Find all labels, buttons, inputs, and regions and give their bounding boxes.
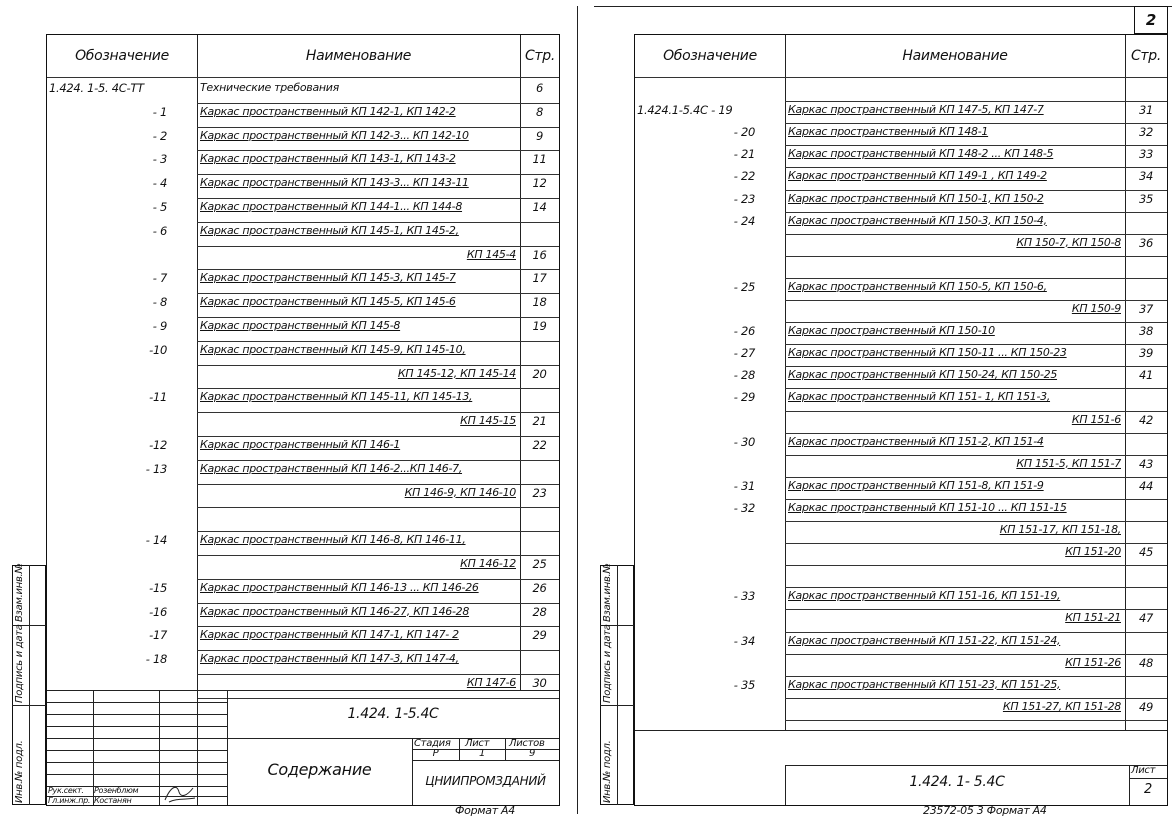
row-designation: - 22 <box>733 169 755 184</box>
right-doc-code: 1.424. 1- 5.4С <box>909 774 1005 790</box>
table-row <box>47 341 559 365</box>
table-row <box>47 222 559 246</box>
table-row <box>635 256 1167 278</box>
row-designation: - 7 <box>152 271 167 286</box>
table-row <box>635 300 1167 322</box>
table-row <box>47 603 559 627</box>
left-table-frame <box>46 34 560 806</box>
left-person1: Розенблюм <box>94 786 139 795</box>
right-footer: 23572-05 3 Формат А4 <box>923 804 1047 817</box>
right-sheet <box>578 0 1172 817</box>
right-header-oboz: Обозначение <box>663 48 757 64</box>
left-stage-value: Р <box>432 748 439 759</box>
table-row <box>635 123 1167 145</box>
table-row <box>635 388 1167 410</box>
table-row <box>635 79 1167 101</box>
row-name: КП 145-12, КП 145-14 <box>397 366 516 380</box>
row-name: КП 146-9, КП 146-10 <box>404 485 516 499</box>
row-name: Каркас пространственный КП 148-2 ... КП 148-5 <box>788 147 1054 161</box>
row-name: КП 145-4 <box>466 247 516 261</box>
row-page: 26 <box>532 580 547 595</box>
row-designation: -15 <box>149 580 167 595</box>
table-row <box>635 433 1167 455</box>
row-name: Каркас пространственный КП 147-1, КП 147- 2 <box>200 628 459 642</box>
row-page: 16 <box>532 247 547 262</box>
row-name: Каркас пространственный КП 151-10 ... КП 151-15 <box>788 500 1067 514</box>
row-name: Каркас пространственный КП 145-1, КП 145-2, <box>200 223 459 237</box>
row-designation: - 4 <box>152 176 167 191</box>
row-page: 28 <box>532 604 547 619</box>
table-row <box>47 555 559 579</box>
row-name: Каркас пространственный КП 150-11 ... КП 150-23 <box>788 346 1067 360</box>
table-row <box>635 322 1167 344</box>
row-name: Каркас пространственный КП 151-23, КП 151-25, <box>788 677 1061 691</box>
row-page: 21 <box>532 414 547 429</box>
row-page: 43 <box>1138 456 1154 471</box>
row-page: 49 <box>1138 699 1154 714</box>
row-page: 36 <box>1138 235 1154 250</box>
row-name: Каркас пространственный КП 151-8, КП 151-9 <box>788 478 1044 492</box>
row-designation: - 3 <box>152 152 167 167</box>
row-name: Каркас пространственный КП 150-24, КП 150-25 <box>788 368 1058 382</box>
row-page: 23 <box>532 485 547 500</box>
right-side-label-vzam: Взам.инв.№ <box>602 563 613 622</box>
right-header-name: Наименование <box>902 48 1008 64</box>
table-row <box>47 650 559 674</box>
table-row <box>635 366 1167 388</box>
row-page: 12 <box>532 176 547 191</box>
table-row <box>47 269 559 293</box>
table-row <box>635 411 1167 433</box>
left-side-label-sign: Подпись и дата <box>14 624 25 703</box>
row-designation: - 18 <box>145 652 167 667</box>
row-designation: -16 <box>149 604 167 619</box>
table-row <box>635 101 1167 123</box>
row-designation: - 21 <box>733 147 755 162</box>
table-row <box>47 317 559 341</box>
table-row <box>635 676 1167 698</box>
right-title-block <box>635 730 1167 805</box>
table-row <box>635 654 1167 676</box>
row-page: 39 <box>1138 346 1154 361</box>
left-person2: Костанян <box>94 796 132 805</box>
row-name: Каркас пространственный КП 144-1... КП 144-8 <box>200 200 463 213</box>
table-row <box>635 477 1167 499</box>
row-designation: - 25 <box>733 279 755 294</box>
right-table-frame <box>634 34 1168 806</box>
row-name: КП 151-17, КП 151-18, <box>999 523 1121 536</box>
row-page: 30 <box>532 676 547 690</box>
table-row <box>635 278 1167 300</box>
row-designation: -10 <box>149 342 167 357</box>
row-page: 18 <box>532 295 547 310</box>
table-row <box>635 521 1167 543</box>
row-name: КП 150-7, КП 150-8 <box>1016 235 1121 249</box>
left-side-label-vzam: Взам.инв.№ <box>14 563 25 622</box>
left-doc-name: Содержание <box>267 760 372 779</box>
table-row <box>47 626 559 650</box>
table-row <box>47 103 559 127</box>
table-row <box>47 388 559 412</box>
row-name: КП 151-20 <box>1065 545 1121 559</box>
table-row <box>635 234 1167 256</box>
table-row <box>635 698 1167 720</box>
row-designation: - 35 <box>733 677 755 692</box>
row-designation: - 33 <box>733 589 755 604</box>
row-designation: - 24 <box>733 213 755 228</box>
right-side-label-inv: Инв.№ подл. <box>602 740 613 803</box>
table-row <box>635 609 1167 631</box>
row-name: Каркас пространственный КП 147-3, КП 147-4, <box>200 652 459 666</box>
row-name: Каркас пространственный КП 150-10 <box>788 324 995 338</box>
left-side-label-inv: Инв.№ подл. <box>14 740 25 803</box>
row-name: Каркас пространственный КП 143-1, КП 143-2 <box>200 152 456 166</box>
row-designation: - 30 <box>733 434 755 449</box>
row-name: Каркас пространственный КП 145-11, КП 145-13, <box>200 390 473 404</box>
row-page: 11 <box>532 152 547 167</box>
right-sheet-label: Лист <box>1131 765 1156 776</box>
left-doc-code: 1.424. 1-5.4С <box>347 706 439 722</box>
row-name: Каркас пространственный КП 151-2, КП 151-4 <box>788 434 1044 448</box>
row-page: 6 <box>535 81 544 95</box>
table-row <box>635 145 1167 167</box>
row-page: 35 <box>1138 191 1154 206</box>
row-name: КП 151-26 <box>1065 655 1121 669</box>
row-designation: - 9 <box>152 319 167 333</box>
row-name: Каркас пространственный КП 151- 1, КП 151-3, <box>788 390 1051 404</box>
row-designation: - 2 <box>152 128 167 143</box>
table-row <box>47 293 559 317</box>
left-title-block <box>47 690 559 805</box>
row-designation: - 34 <box>733 633 755 648</box>
row-page: 31 <box>1138 103 1154 118</box>
row-designation: - 27 <box>733 346 755 361</box>
left-sheet-value: 1 <box>478 748 486 759</box>
row-designation: - 29 <box>733 390 755 405</box>
row-page: 37 <box>1138 302 1154 316</box>
table-row <box>47 484 559 508</box>
row-name: КП 145-15 <box>460 414 516 428</box>
row-page: 8 <box>535 104 544 119</box>
left-header-name: Наименование <box>305 48 412 64</box>
row-designation: -11 <box>149 390 167 405</box>
row-page: 34 <box>1138 169 1154 184</box>
row-designation: - 1 <box>152 104 167 119</box>
row-designation: - 6 <box>152 223 167 238</box>
row-name: Каркас пространственный КП 142-3... КП 142-10 <box>200 128 469 142</box>
row-designation: - 32 <box>733 500 755 515</box>
row-page: 19 <box>532 319 547 333</box>
row-page: 42 <box>1138 412 1154 427</box>
row-name: КП 150-9 <box>1071 302 1121 315</box>
table-row <box>635 455 1167 477</box>
table-row <box>47 579 559 603</box>
row-page: 29 <box>532 628 547 643</box>
right-header-page: Стр. <box>1130 48 1162 64</box>
table-row <box>47 436 559 460</box>
table-row <box>635 565 1167 587</box>
left-sheet <box>0 0 578 817</box>
row-page: 25 <box>532 557 547 571</box>
table-row <box>47 507 559 531</box>
left-stage-label: Стадия <box>414 738 451 749</box>
row-name: КП 151-6 <box>1071 412 1121 426</box>
row-designation: - 26 <box>733 324 755 339</box>
table-row <box>635 499 1167 521</box>
row-designation: - 20 <box>733 125 755 140</box>
page-number-box: 2 <box>1134 6 1168 34</box>
row-name: Каркас пространственный КП 151-16, КП 151-19, <box>788 589 1061 603</box>
table-row <box>635 543 1167 565</box>
row-name: Каркас пространственный КП 145-8 <box>200 319 401 332</box>
table-row <box>47 246 559 270</box>
row-name: КП 151-27, КП 151-28 <box>1002 699 1121 713</box>
row-designation: - 5 <box>152 200 167 214</box>
row-name: Каркас пространственный КП 145-9, КП 145-10, <box>200 342 466 356</box>
row-name: Каркас пространственный КП 150-1, КП 150-2 <box>788 191 1044 205</box>
row-name: Каркас пространственный КП 150-3, КП 150-4, <box>788 213 1047 227</box>
left-role2: Гл.инж.пр. <box>48 796 91 805</box>
table-row <box>47 174 559 198</box>
table-row <box>635 212 1167 234</box>
row-designation: - 31 <box>733 478 755 493</box>
row-name: Каркас пространственный КП 146-2...КП 146-7, <box>200 461 463 475</box>
row-page: 9 <box>535 128 544 143</box>
row-page: 38 <box>1138 324 1154 339</box>
row-designation: - 14 <box>145 533 167 548</box>
right-sheet-value: 2 <box>1144 782 1152 797</box>
table-row <box>47 127 559 151</box>
row-page: 33 <box>1138 147 1154 162</box>
row-designation: - 28 <box>733 368 755 383</box>
row-name: Каркас пространственный КП 147-5, КП 147-7 <box>788 103 1044 117</box>
row-page: 41 <box>1138 368 1154 383</box>
row-name: Каркас пространственный КП 149-1 , КП 149-2 <box>788 169 1047 183</box>
row-page: 45 <box>1138 545 1154 560</box>
row-designation: - 13 <box>145 461 167 476</box>
row-name: Каркас пространственный КП 146-13 ... КП 146-26 <box>200 580 479 594</box>
row-page: 48 <box>1138 655 1154 670</box>
left-role1: Рук.сект. <box>48 786 84 795</box>
table-row <box>47 198 559 222</box>
table-row <box>635 167 1167 189</box>
row-name: Каркас пространственный КП 146-8, КП 146-11, <box>200 533 466 547</box>
row-page: 44 <box>1138 478 1154 493</box>
signature-icon <box>163 782 197 804</box>
row-designation: 1.424. 1-5. 4С-ТТ <box>49 81 144 95</box>
row-designation: - 8 <box>152 295 167 310</box>
table-row <box>635 587 1167 609</box>
left-org-name: ЦНИИПРОМЗДАНИЙ <box>425 774 546 788</box>
table-row <box>47 412 559 436</box>
left-header-page: Стр. <box>524 48 556 64</box>
table-row <box>635 190 1167 212</box>
row-name: КП 151-21 <box>1065 611 1121 625</box>
row-name: КП 146-12 <box>460 557 516 570</box>
row-name: КП 151-5, КП 151-7 <box>1016 456 1121 470</box>
row-name: Каркас пространственный КП 145-5, КП 145-6 <box>200 295 456 309</box>
table-row <box>47 150 559 174</box>
row-name: КП 147-6 <box>466 676 516 689</box>
row-name: Каркас пространственный КП 142-1, КП 142-2 <box>200 104 456 118</box>
row-page: 22 <box>532 438 547 452</box>
row-name: Каркас пространственный КП 146-27, КП 146-28 <box>200 604 470 618</box>
table-row <box>47 531 559 555</box>
row-designation: 1.424.1-5.4С - 19 <box>637 103 733 118</box>
right-side-label-sign: Подпись и дата <box>602 624 613 703</box>
row-name: Каркас пространственный КП 151-22, КП 151-24, <box>788 633 1061 647</box>
row-name: Технические требования <box>200 81 339 94</box>
left-sheets-label: Листов <box>509 738 545 749</box>
row-name: Каркас пространственный КП 143-3... КП 143-11 <box>200 176 469 190</box>
table-row <box>47 365 559 389</box>
left-sheets-value: 9 <box>528 748 536 759</box>
row-designation: - 23 <box>733 191 755 206</box>
row-name: Каркас пространственный КП 150-5, КП 150-6, <box>788 279 1047 293</box>
row-page: 20 <box>532 366 547 381</box>
left-format-label: Формат А4 <box>455 804 515 817</box>
left-sheet-label: Лист <box>465 738 490 749</box>
row-designation: -17 <box>149 628 167 643</box>
row-name: Каркас пространственный КП 148-1 <box>788 125 989 139</box>
table-row <box>635 632 1167 654</box>
table-row <box>47 460 559 484</box>
left-header-oboz: Обозначение <box>75 48 169 64</box>
row-page: 14 <box>532 200 547 214</box>
row-name: Каркас пространственный КП 146-1 <box>200 438 401 451</box>
row-name: Каркас пространственный КП 145-3, КП 145-7 <box>200 271 456 285</box>
row-designation: -12 <box>149 438 167 452</box>
table-row <box>47 79 559 103</box>
row-page: 47 <box>1138 611 1154 626</box>
row-page: 32 <box>1138 125 1154 140</box>
row-page: 17 <box>532 271 547 286</box>
table-row <box>635 344 1167 366</box>
